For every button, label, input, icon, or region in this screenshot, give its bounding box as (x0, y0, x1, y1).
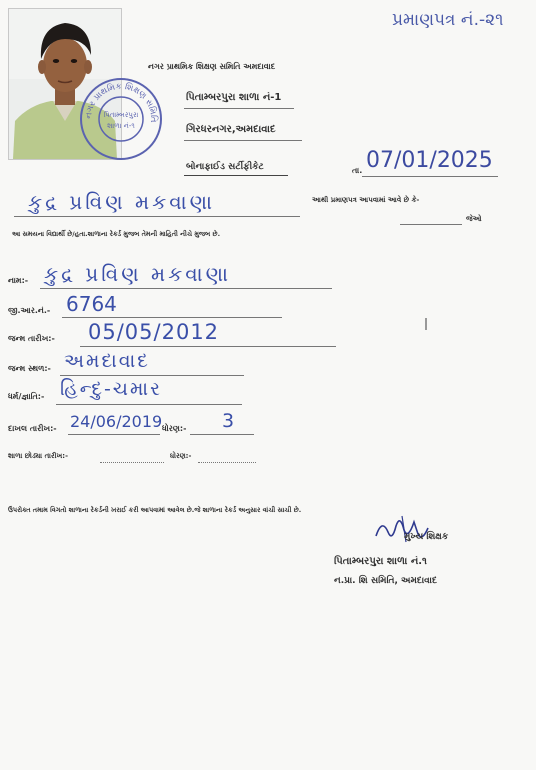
certificate-title: બોનાફાઈડ સર્ટીફીકેટ (186, 162, 264, 172)
intro-suffix: આથી પ્રમાણપત્ર આપવામાં આવે છે કે- (312, 196, 420, 204)
name-underline (40, 288, 332, 289)
leaving-date-line (100, 462, 164, 463)
address-underline (184, 140, 302, 141)
intro-suffix-tail: જેઓ (466, 215, 482, 223)
seal-center-top: પિતામ્બરપુરા (103, 111, 139, 119)
admission-label: દાખલ તારીખ:- (8, 424, 57, 433)
intro-student-name: કુદ્ર પ્રવિણ મકવાણા (28, 190, 215, 214)
seal-center-bottom: શાળા નં-૧ (107, 122, 135, 130)
gr-underline (62, 317, 282, 318)
religion-underline (56, 404, 242, 405)
admission-underline (68, 434, 160, 435)
dob-value: 05/05/2012 (88, 320, 220, 344)
leaving-std-label: ધોરણ:- (170, 452, 192, 460)
religion-label: ધર્મ/જ્ઞાતિ:- (8, 392, 45, 401)
birthplace-underline (60, 375, 244, 376)
school-name: પિતામ્બરપુરા શાળા નં-1 (186, 92, 282, 103)
dob-underline (80, 346, 336, 347)
std-value: 3 (222, 410, 235, 432)
stray-mark (425, 318, 427, 330)
declaration-text: ઉપરોક્ત તમામ વિગતો શાળાના રેકર્ડની ખરાઈ કરી આપવામાં આવેલ છે.જે શાળાના રેકર્ડ અનુસાર વાંચી સાચી છે. (8, 506, 302, 514)
birthplace-value: અમદાવાદ (64, 350, 150, 372)
name-value: કુદ્ર પ્રવિણ મકવાણા (44, 262, 231, 286)
dob-label: જન્મ તારીખ:- (8, 334, 55, 343)
date-label: તા. (352, 166, 363, 175)
school-name-underline (184, 108, 294, 109)
intro-line-2: આ સમયના વિદ્યાર્થી છે/હતા.શાળાના રેકર્ડ મુજબ તેમની માહિતી નીચે મુજબ છે. (12, 230, 221, 238)
leaving-date-label: શાળા છોડ્યા તારીખ:- (8, 452, 69, 460)
sign-title: મુખ્ય શિક્ષક (404, 532, 449, 542)
school-address: ગિરધરનગર,અમદાવાદ (186, 124, 276, 135)
intro-suffix-underline (400, 224, 462, 225)
religion-value: હિન્દુ-ચમાર (60, 378, 162, 400)
org-name: નગર પ્રાથમિક શિક્ષણ સમિતિ અમદાવાદ (148, 62, 276, 71)
date-value: 07/01/2025 (366, 148, 493, 173)
std-label: ધોરણ:- (162, 424, 187, 433)
sign-school: પિતામ્બરપુરા શાળા નં.૧ (334, 556, 427, 567)
date-underline (362, 176, 498, 177)
seal-ring-text: નગર પ્રાથમિક શિક્ષણ સમિતિ (83, 81, 159, 123)
admission-value: 24/06/2019 (70, 412, 163, 431)
gr-label: જી.આર.નં.- (8, 306, 51, 315)
form-number: પ્રમાણપત્ર નં.-૨૧ (392, 10, 504, 30)
gr-value: 6764 (66, 292, 117, 316)
name-label: નામ:- (8, 276, 29, 285)
school-seal-icon (78, 76, 164, 162)
intro-name-underline (14, 216, 300, 217)
leaving-std-line (198, 462, 256, 463)
title-underline (184, 175, 288, 176)
birthplace-label: જન્મ સ્થળ:- (8, 364, 51, 373)
std-underline (190, 434, 254, 435)
sign-org: ન.પ્રા. શિ સમિતિ, અમદાવાદ (334, 576, 437, 586)
